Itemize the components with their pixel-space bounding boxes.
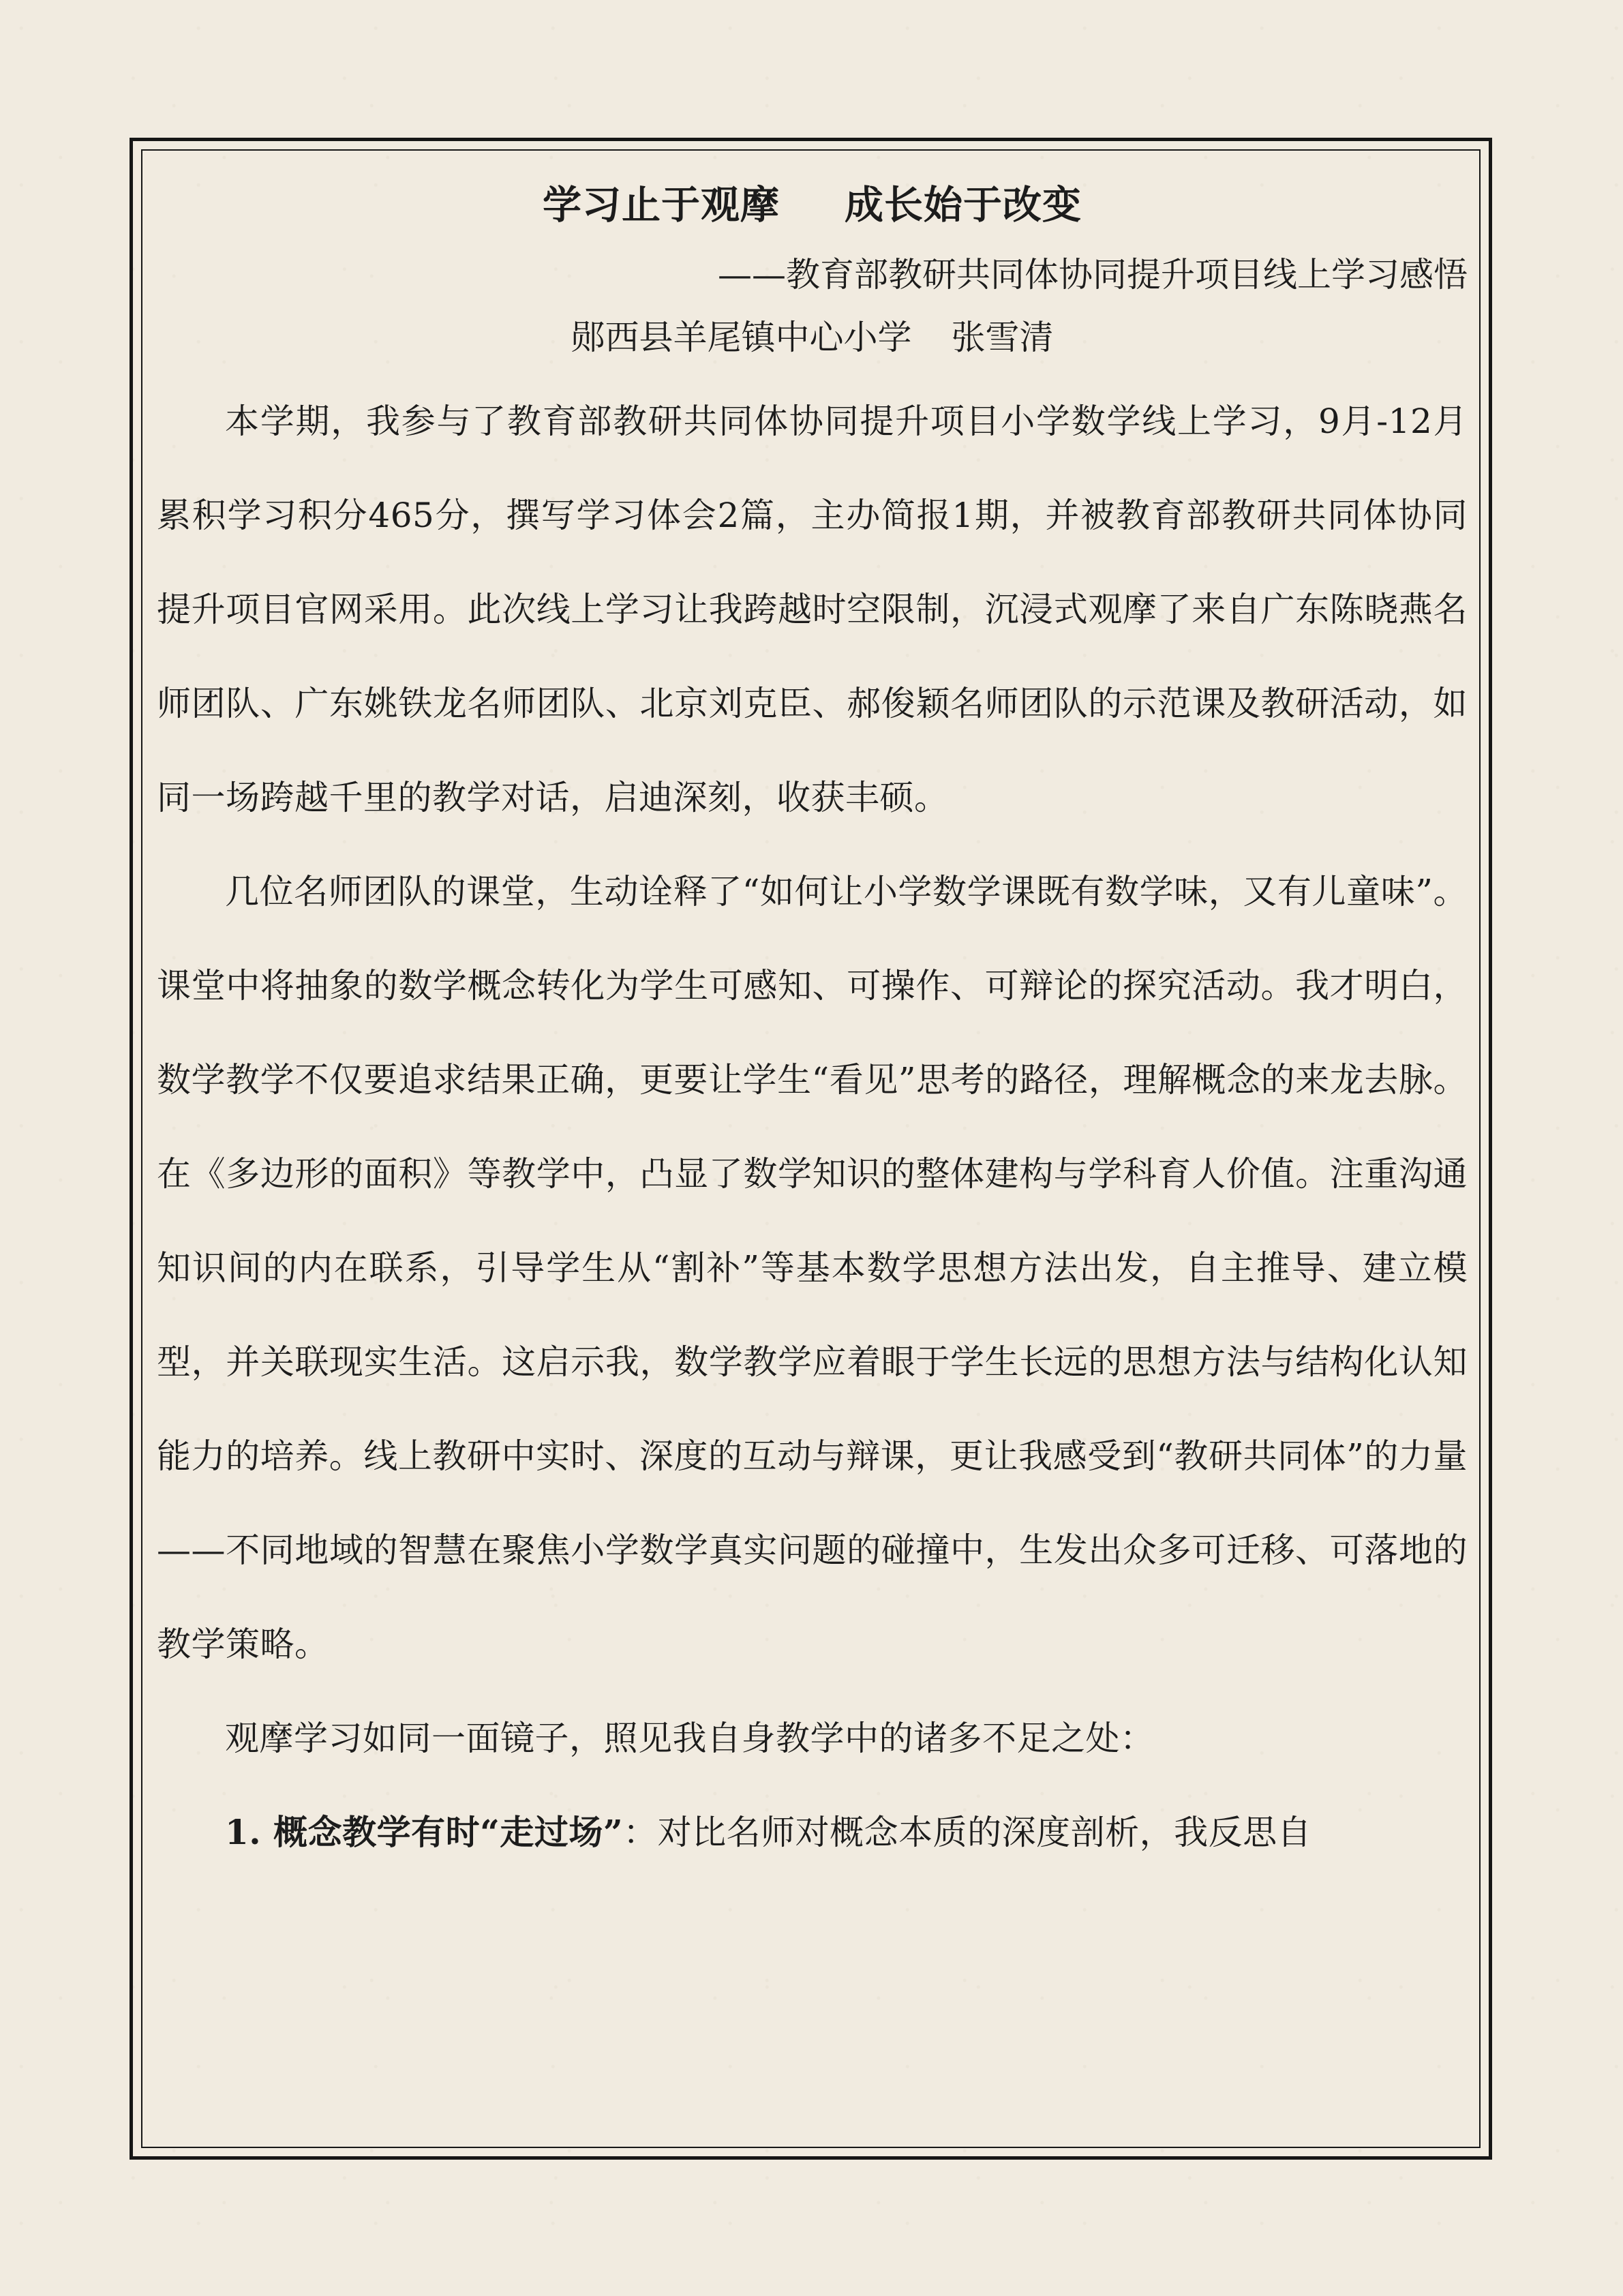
paragraph-2: 几位名师团队的课堂，生动诠释了“如何让小学数学课既有数学味，又有儿童味”。课堂中将抽象的数学概念转化为学生可感知、可操作、可辩论的探究活动。我才明白，数学教学不仅要追求结果正确，更要让学生“看见”思考的路径，理解概念的来龙去脉。在《多边形的面积》等教学中，凸显了数学知识的整体建构与学科育人价值。注重沟通知识间的内在联系，引导学生从“割补”等基本数学思想方法出发，自主推导、建立模型，并关联现实生活。这启示我，数学教学应着眼于学生长远的思想方法与结构化认知能力的培养。线上教研中实时、深度的互动与辩课，更让我感受到“教研共同体”的力量——不同地域的智慧在聚焦小学数学真实问题的碰撞中，生发出众多可迁移、可落地的教学策略。 — [157, 872, 1468, 1664]
list-item-1-text: ：对比名师对概念本质的深度剖析，我反思自 — [623, 1813, 1312, 1852]
document-subtitle: ——教育部教研共同体协同提升项目线上学习感悟 — [718, 255, 1468, 294]
author-line — [157, 310, 1468, 365]
document-body — [157, 171, 1468, 1879]
list-item-1 — [157, 1785, 1468, 1879]
page-border-inner — [141, 149, 1481, 2148]
paragraph-1: 本学期，我参与了教育部教研共同体协同提升项目小学数学线上学习，9月-12月累积学习积分465分，撰写学习体会2篇，主办简报1期，并被教育部教研共同体协同提升项目官网采用。此次线上学习让我跨越时空限制，沉浸式观摩了来自广东陈晓燕名师团队、广东姚铁龙名师团队、北京刘克臣、郝俊颖名师团队的示范课及教研活动，如同一场跨越千里的教学对话，启迪深刻，收获丰硕。 — [157, 402, 1468, 817]
paragraph-3: 观摩学习如同一面镜子，照见我自身教学中的诸多不足之处： — [225, 1719, 1155, 1758]
list-item-1-label: 1. 概念教学有时“走过场” — [225, 1812, 624, 1852]
document-title — [157, 171, 1468, 239]
author-school: 郧西县羊尾镇中心小学 — [571, 318, 912, 357]
title-part-1: 学习止于观摩 — [543, 182, 780, 228]
author-name: 张雪清 — [951, 318, 1054, 357]
title-part-2: 成长始于改变 — [845, 182, 1082, 228]
